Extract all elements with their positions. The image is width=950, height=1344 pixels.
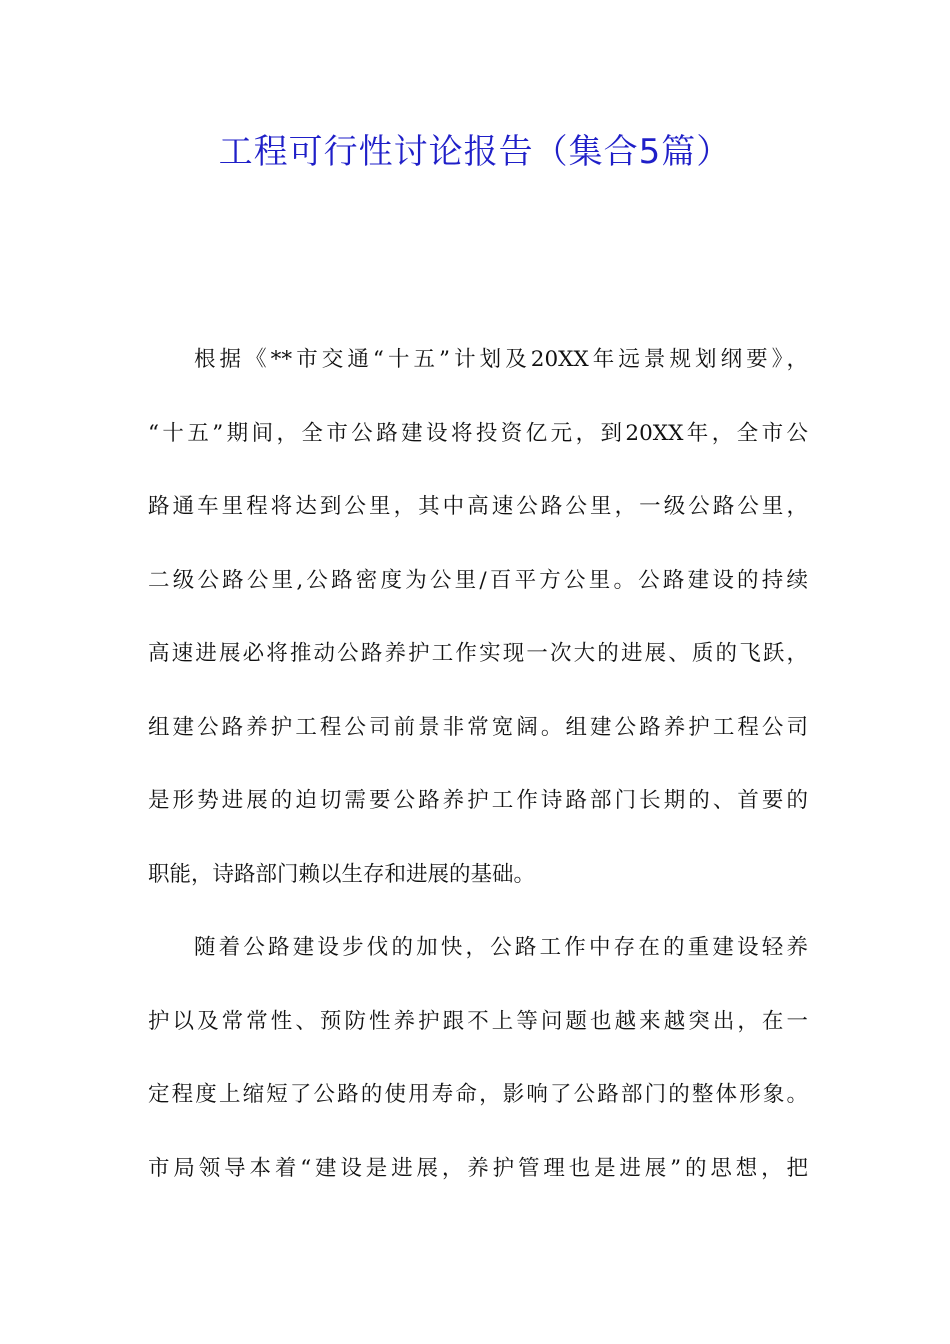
paragraph-1-line-4: 二级公路公里,公路密度为公里/百平方公里。公路建设的持续 xyxy=(148,568,808,593)
paragraph-1-line-8: 职能，诗路部门赖以生存和进展的基础。 xyxy=(148,862,536,887)
paragraph-1-line-1: 根据《**市交通“十五”计划及20XX年远景规划纲要》， xyxy=(194,347,808,372)
paragraph-1-line-7: 是形势进展的迫切需要公路养护工作诗路部门长期的、首要的 xyxy=(148,788,808,813)
paragraph-2-line-2: 护以及常常性、预防性养护跟不上等问题也越来越突出，在一 xyxy=(148,1009,808,1034)
paragraph-1-line-5: 高速进展必将推动公路养护工作实现一次大的进展、质的飞跃， xyxy=(148,641,808,666)
paragraph-2-line-1: 随着公路建设步伐的加快，公路工作中存在的重建设轻养 xyxy=(194,935,808,960)
paragraph-1-line-2: “十五”期间，全市公路建设将投资亿元，到20XX年，全市公 xyxy=(148,421,808,446)
paragraph-1-line-3: 路通车里程将达到公里，其中高速公路公里，一级公路公里， xyxy=(148,494,808,519)
paragraph-1-line-6: 组建公路养护工程公司前景非常宽阔。组建公路养护工程公司 xyxy=(148,715,808,740)
document-title: 工程可行性讨论报告（集合5篇） xyxy=(218,132,732,172)
paragraph-2-line-3: 定程度上缩短了公路的使用寿命，影响了公路部门的整体形象。 xyxy=(148,1082,808,1107)
paragraph-2-line-4: 市局领导本着“建设是进展，养护管理也是进展”的思想，把 xyxy=(148,1156,808,1181)
